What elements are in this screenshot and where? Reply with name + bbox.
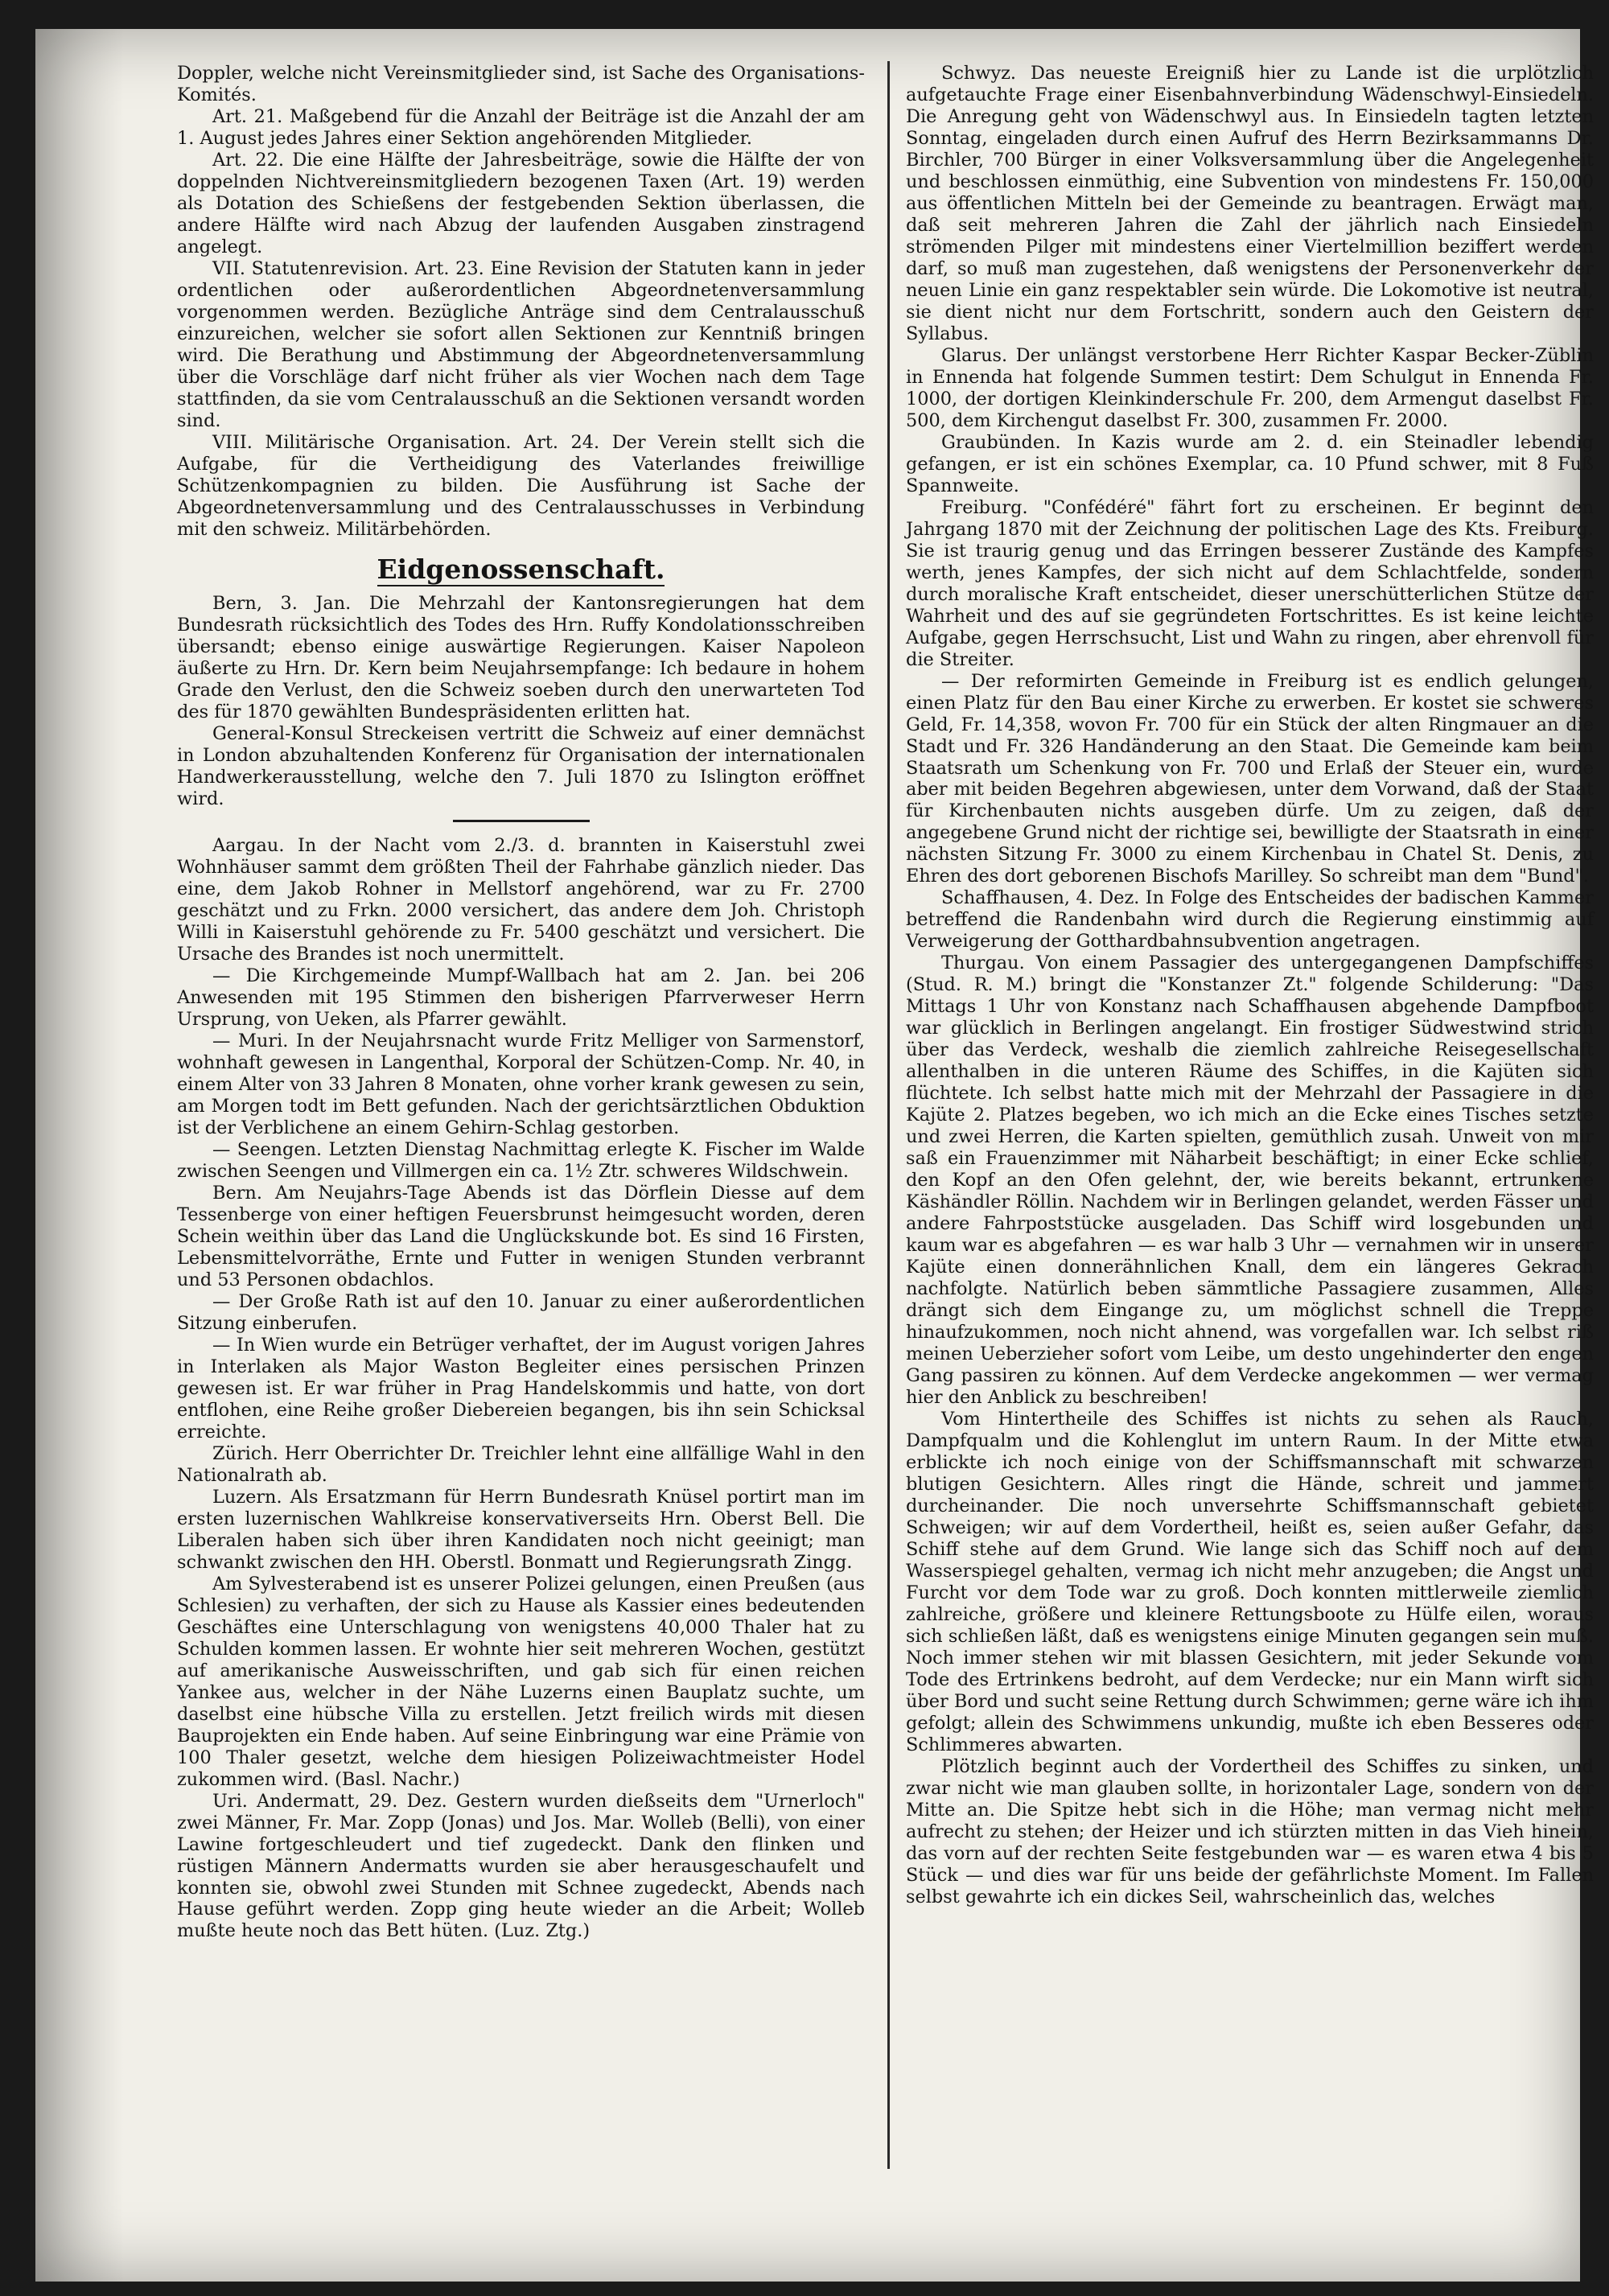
news-paragraph: Plötzlich beginnt auch der Vordertheil des Schiffes zu sinken, und zwar nicht wie man glauben sollte, in horizontaler Lage, sondern von der Mitte an. Die Spitze hebt sich in die Höhe; man vermag nicht mehr aufrecht zu stehen; der Heizer und ich stürzten mitten in das Vieh hinein, das vorn auf der rechten Seite festgebunden war — es waren etwa 4 bis 5 Stück — und dies war für uns beide der gefährlichste Moment. Im Fallen selbst gewahrte ich ein dickes Seil, wahrscheinlich das, welches xyxy=(906,1755,1594,1907)
article-paragraph: Art. 22. Die eine Hälfte der Jahresbeiträge, sowie die Hälfte der von doppelnden Nichtvereinsmitgliedern bezogenen Taxen (Art. 19) werden als Dotation des Schießens der festgebenden Sektion überlassen, die andere Hälfte wird nach Abzug der laufenden Ausgaben zinstragend angelegt. xyxy=(177,149,865,257)
news-paragraph: Luzern. Als Ersatzmann für Herrn Bundesrath Knüsel portirt man im ersten luzernischen Wahlkreise konservativerseits Hrn. Oberst Bell. Die Liberalen haben sich über ihren Kandidaten noch nicht geeinigt; man schwankt zwischen den HH. Oberstl. Bonmatt und Regierungsrath Zingg. xyxy=(177,1486,865,1573)
news-paragraph: Graubünden. In Kazis wurde am 2. d. ein Steinadler lebendig gefangen, er ist ein schönes Exemplar, ca. 10 Pfund schwer, mit 8 Fuß Spannweite. xyxy=(906,431,1594,496)
news-paragraph: Freiburg. "Confédéré" fährt fort zu erscheinen. Er beginnt den Jahrgang 1870 mit der Zeichnung der politischen Lage des Kts. Freiburg. Sie ist traurig genug und das Erringen besserer Zustände des Kampfes werth, jenes Kampfes, der sich nicht auf dem Schlachtfelde, sondern durch moralische Kraft entscheidet, dieser unerschütterlichen Stütze der Wahrheit und des auf sie gegründeten Fortschrittes. Es ist keine leichte Aufgabe, gegen Herrschsucht, List und Wahn zu ringen, aber ehrenvoll für die Streiter. xyxy=(906,496,1594,670)
article-paragraph: Bern, 3. Jan. Die Mehrzahl der Kantonsregierungen hat dem Bundesrath rücksichtlich des Todes des Hrn. Ruffy Kondolationsschreiben übersandt; ebenso einige auswärtige Regierungen. Kaiser Napoleon äußerte zu Hrn. Dr. Kern beim Neujahrsempfange: Ich bedaure in hohem Grade den Verlust, den die Schweiz soeben durch den unerwarteten Tod des für 1870 gewählten Bundespräsidenten erlitten hat. xyxy=(177,593,865,723)
news-paragraph: — Der reformirten Gemeinde in Freiburg ist es endlich gelungen, einen Platz für den Bau einer Kirche zu erwerben. Er kostet sie schweres Geld, Fr. 14,358, wovon Fr. 700 für ein Stück der alten Ringmauer an die Stadt und Fr. 326 Handänderung an den Staat. Die Gemeinde kam beim Staatsrath um Schenkung von Fr. 700 und Erlaß der Steuer ein, wurde aber mit beiden Begehren abgewiesen, unter dem Vorwand, daß der Staat für Kirchenbauten nichts ausgeben dürfe. Um zu zeigen, daß der angegebene Grund nicht der richtige sei, bewilligte der Staatsrath in einer nächsten Sitzung Fr. 3000 zu einem Kirchenbau in Chatel St. Denis, zu Ehren des dort geborenen Bischofs Marilley. So schreibt man dem "Bund". xyxy=(906,670,1594,887)
news-paragraph: — Der Große Rath ist auf den 10. Januar zu einer außerordentlichen Sitzung einberufen. xyxy=(177,1290,865,1334)
news-paragraph: Aargau. In der Nacht vom 2./3. d. brannten in Kaiserstuhl zwei Wohnhäuser sammt dem größten Theil der Fahrhabe gänzlich nieder. Das eine, dem Jakob Rohner in Mellstorf angehörend, war zu Fr. 2700 geschätzt und zu Frkn. 2000 versichert, das andere dem Joh. Christoph Willi in Kaiserstuhl gehörende zu Fr. 5400 geschätzt und versichert. Die Ursache des Brandes ist noch unermittelt. xyxy=(177,835,865,965)
article-paragraph: VIII. Militärische Organisation. Art. 24. Der Verein stellt sich die Aufgabe, für die Vertheidigung des Vaterlandes freiwillige Schützenkompagnien zu bilden. Die Ausführung ist Sache der Abgeordnetenversammlung und des Centralausschusses in Verbindung mit den schweiz. Militärbehörden. xyxy=(177,431,865,540)
news-paragraph: Thurgau. Von einem Passagier des untergegangenen Dampfschiffes (Stud. R. M.) bringt die "Konstanzer Zt." folgende Schilderung: "Das Mittags 1 Uhr von Konstanz nach Schaffhausen abgehende Dampfboot war glücklich in Berlingen angelangt. Ein frostiger Südwestwind strich über das Verdeck, weshalb die ziemlich zahlreiche Reisegesellschaft allenthalben in die unteren Räume des Schiffes, in die Kajüten sich flüchtete. Ich selbst hatte mich mit der Mehrzahl der Passagiere in die Kajüte 2. Platzes begeben, wo ich mich an die Ecke eines Tisches setzte und zwei Herren, die Karten spielten, gemüthlich zusah. Unweit von mir saß ein Frauenzimmer mit Näharbeit beschäftigt; in einer Ecke schlief, den Kopf an den Ofen gelehnt, der, wie bereits bekannt, ertrunkene Käshändler Röllin. Nachdem wir in Berlingen gelandet, werden Fässer und andere Fahrpoststücke ausgeladen. Das Schiff wird losgebunden und kaum war es abgefahren — es war halb 3 Uhr — vernahmen wir in unserer Kajüte einen donnerähnlichen Knall, dem ein längeres Gekrach nachfolgte. Natürlich beben sämmtliche Passagiere zusammen, Alles drängt sich dem Eingange zu, um möglichst schnell die Treppe hinaufzukommen, noch nicht ahnend, was vorgefallen war. Ich selbst riß meinen Ueberzieher sofort vom Leibe, um desto ungehinderter den engen Gang passiren zu können. Auf dem Verdecke angekommen — wer vermag hier den Anblick zu beschreiben! xyxy=(906,953,1594,1409)
news-paragraph: Schaffhausen, 4. Dez. In Folge des Entscheides der badischen Kammer betreffend die Randenbahn wird durch die Regierung einstimmig auf Verweigerung der Gotthardbahnsubvention angetragen. xyxy=(906,887,1594,953)
article-paragraph: Art. 21. Maßgebend für die Anzahl der Beiträge ist die Anzahl der am 1. August jedes Jahres einer Sektion angehörenden Mitglieder. xyxy=(177,105,865,149)
article-paragraph: VII. Statutenrevision. Art. 23. Eine Revision der Statuten kann in jeder ordentlichen oder außerordentlichen Abgeordnetenversammlung vorgenommen werden. Bezügliche Anträge sind dem Centralausschuß einzureichen, welcher sie sofort allen Sektionen zur Kenntniß bringen wird. Die Berathung und Abstimmung der Abgeordnetenversammlung über die Vorschläge darf nicht früher als vier Wochen nach dem Tage stattfinden, da sie vom Centralausschuß an die Sektionen versandt worden sind. xyxy=(177,257,865,431)
newspaper-page xyxy=(35,29,1594,2282)
section-rule xyxy=(453,820,590,822)
news-paragraph: — Seengen. Letzten Dienstag Nachmittag erlegte K. Fischer im Walde zwischen Seengen und Villmergen ein ca. 1½ Ztr. schweres Wildschwein. xyxy=(177,1139,865,1183)
section-heading xyxy=(177,553,865,586)
right-column xyxy=(906,63,1594,1908)
left-column xyxy=(177,63,865,1942)
news-paragraph: — Muri. In der Neujahrsnacht wurde Fritz Melliger von Sarmenstorf, wohnhaft gewesen in Langenthal, Korporal der Schützen-Comp. Nr. 40, in einem Alter von 33 Jahren 8 Monaten, ohne vorher krank gewesen zu sein, am Morgen todt im Bett gefunden. Nach der gerichtsärztlichen Obduktion ist der Verblichene an einem Gehirn-Schlag gestorben. xyxy=(177,1031,865,1139)
section-heading-text: Eidgenossenschaft. xyxy=(377,553,665,585)
news-paragraph: Uri. Andermatt, 29. Dez. Gestern wurden dießseits dem "Urnerloch" zwei Männer, Fr. Mar. Zopp (Jonas) und Jos. Mar. Wolleb (Belli), von einer Lawine fortgeschleudert und tief zugedeckt. Dank den flinken und rüstigen Männern Andermatts wurden sie aber herausgeschaufelt und konnten sie, obwohl zwei Stunden mit Schnee zugedeckt, Abends nach Hause geführt werden. Zopp ging heute wieder an die Arbeit; Wolleb mußte heute noch das Bett hüten. (Luz. Ztg.) xyxy=(177,1790,865,1942)
news-paragraph: Zürich. Herr Oberrichter Dr. Treichler lehnt eine allfällige Wahl in den Nationalrath ab. xyxy=(177,1442,865,1486)
news-paragraph: — Die Kirchgemeinde Mumpf-Wallbach hat am 2. Jan. bei 206 Anwesenden mit 195 Stimmen den bisherigen Pfarrverweser Herrn Ursprung, von Ueken, als Pfarrer gewählt. xyxy=(177,965,865,1031)
article-paragraph: Doppler, welche nicht Vereinsmitglieder sind, ist Sache des Organisations-Komités. xyxy=(177,63,865,105)
news-paragraph: Vom Hintertheile des Schiffes ist nichts zu sehen als Rauch, Dampfqualm und die Kohlenglut im untern Raum. In der Mitte etwa erblickte ich noch einige von der Schiffsmannschaft mit schwarzen blutigen Gesichtern. Alles ringt die Hände, schreit und jammert durcheinander. Die noch unversehrte Schiffsmannschaft gebietet Schweigen; wir auf dem Vordertheil, heißt es, seien außer Gefahr, das Schiff stehe auf dem Grund. Wie lange sich das Schiff noch auf dem Wasserspiegel gehalten, vermag ich nicht mehr anzugeben; die Angst und Furcht vor dem Tode war zu groß. Doch konnten mittlerweile ziemlich zahlreiche, größere und kleinere Rettungsboote zu Hülfe eilen, woraus sich schließen läßt, daß es wenigstens einige Minuten gegangen sein muß. Noch immer stehen wir mit blassen Gesichtern, mit jeder Sekunde vom Tode des Ertrinkens bedroht, auf dem Verdecke; nur ein Mann wirft sich über Bord und sucht seine Rettung durch Schwimmen; gerne wäre ich ihm gefolgt; allein des Schwimmens unkundig, mußte ich eben Besseres oder Schlimmeres abwarten. xyxy=(906,1409,1594,1755)
article-paragraph: General-Konsul Streckeisen vertritt die Schweiz auf einer demnächst in London abzuhaltenden Konferenz für Organisation der internationalen Handwerkerausstellung, welche den 7. Juli 1870 zu Islington eröffnet wird. xyxy=(177,723,865,810)
news-paragraph: Glarus. Der unlängst verstorbene Herr Richter Kaspar Becker-Züblin in Ennenda hat folgende Summen testirt: Dem Schulgut in Ennenda Fr. 1000, der dortigen Kleinkinderschule Fr. 200, dem Armengut daselbst Fr. 500, dem Kirchengut daselbst Fr. 300, zusammen Fr. 2000. xyxy=(906,344,1594,431)
news-paragraph: Bern. Am Neujahrs-Tage Abends ist das Dörflein Diesse auf dem Tessenberge von einer heftigen Feuersbrunst heimgesucht worden, deren Schein weithin über das Land die Unglückskunde bot. Es sind 16 Firsten, Lebensmittelvorräthe, Ernte und Futter in wenigen Stunden verbrannt und 53 Personen obdachlos. xyxy=(177,1183,865,1290)
news-paragraph: Schwyz. Das neueste Ereigniß hier zu Lande ist die urplötzlich aufgetauchte Frage einer Eisenbahnverbindung Wädenschwyl-Einsiedeln. Die Anregung geht von Wädenschwyl aus. In Einsiedeln tagten letzten Sonntag, eingeladen durch einen Aufruf des Herrn Bezirksammanns Dr. Birchler, 700 Bürger in einer Volksversammlung über die Angelegenheit und beschlossen einmüthig, eine Subvention von mindestens Fr. 150,000 aus öffentlichen Mitteln bei der Gemeinde zu beantragen. Erwägt man, daß seit mehreren Jahren die Zahl der jährlich nach Einsiedeln strömenden Pilger mit mindestens einer Viertelmillion beziffert werden darf, so muß man zugestehen, daß wenigstens der Personenverkehr der neuen Linie ein ganz respektabler sein würde. Die Lokomotive ist neutral, sie dient nicht nur dem Fortschritt, sondern auch den Geistern der Syllabus. xyxy=(906,63,1594,344)
news-paragraph: — In Wien wurde ein Betrüger verhaftet, der im August vorigen Jahres in Interlaken als Major Waston Begleiter eines persischen Prinzen gewesen ist. Er war früher in Prag Handelskommis und hatte, von dort entflohen, eine Reihe großer Diebereien begangen, bis ihn sein Schicksal erreichte. xyxy=(177,1334,865,1442)
news-paragraph: Am Sylvesterabend ist es unserer Polizei gelungen, einen Preußen (aus Schlesien) zu verhaften, der sich zu Hause als Kassier eines bedeutenden Geschäftes eine Unterschlagung von wenigstens 40,000 Thaler hat zu Schulden kommen lassen. Er wohnte hier seit mehreren Wochen, gestützt auf amerikanische Ausweisschriften, und gab sich für einen reichen Yankee aus, welcher in der Nähe Luzerns einen Bauplatz suchte, um daselbst eine hübsche Villa zu erstellen. Jetzt freilich wirds mit diesen Bauprojekten ein Ende haben. Auf seine Einbringung war eine Prämie von 100 Thaler gesetzt, welche dem hiesigen Polizeiwachtmeister Hodel zukommen wird. (Basl. Nachr.) xyxy=(177,1573,865,1790)
column-divider xyxy=(887,61,890,2169)
